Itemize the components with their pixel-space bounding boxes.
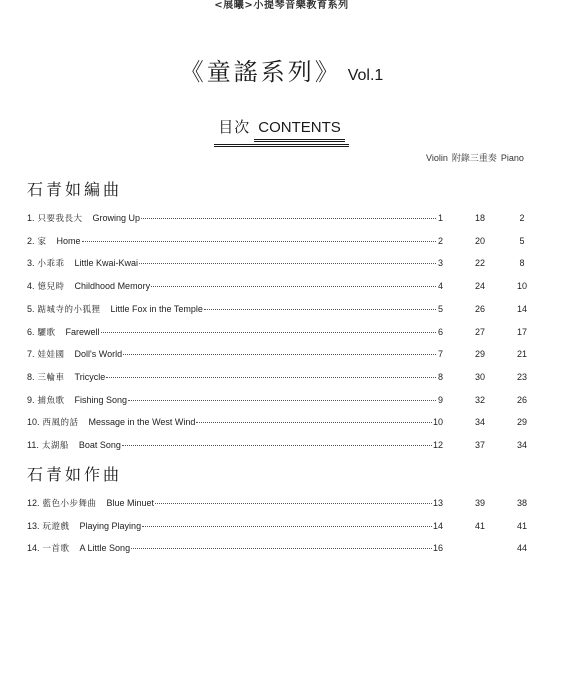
toc-entry-english-title: A Little Song [79, 543, 131, 553]
toc-entry-number: 5. [27, 303, 35, 314]
toc-entry-page-score: 10 [432, 417, 443, 428]
toc-entry-english-title: Little Kwai-Kwai [74, 258, 139, 269]
toc-entry-page-score: 12 [432, 440, 443, 450]
toc-entry-title-line [27, 416, 443, 429]
toc-entry-page-score: 16 [432, 543, 443, 553]
toc-entry-page-score: 6 [437, 326, 443, 337]
toc-entry-page-score: 9 [437, 394, 443, 405]
toc-entry-chinese-title: 捕魚歌 [37, 395, 65, 406]
series-header: <展曦>小提琴音樂教育系列 [214, 0, 349, 11]
toc-entry [27, 303, 537, 315]
toc-dot-leader [204, 309, 436, 310]
toc-entry-chinese-title: 踮城寺的小狐狸 [37, 304, 101, 315]
toc-dot-leader [151, 286, 436, 287]
toc-entry-title-line [27, 235, 443, 248]
toc-entry-page-score: 4 [437, 281, 443, 292]
toc-entry-number: 11. [27, 440, 39, 450]
toc-entry-title-line [27, 212, 443, 225]
column-headers [426, 153, 524, 165]
toc-entry-page-piano: 44 [516, 543, 527, 553]
toc-entry-number: 6. [27, 326, 35, 337]
toc-dot-leader [82, 241, 436, 242]
toc-entry [27, 371, 537, 383]
toc-entry-page-piano: 8 [519, 258, 525, 269]
toc-entry [27, 416, 537, 428]
toc-dot-leader [123, 354, 436, 355]
toc-dot-leader [106, 377, 436, 378]
toc-entry-page-violin: 30 [474, 371, 485, 382]
toc-entry-title-line [27, 439, 443, 452]
toc-entry-chinese-title: 三輪車 [37, 372, 65, 383]
toc-entry-title-line [27, 520, 443, 533]
toc-entry-page-violin: 39 [474, 498, 485, 508]
book-title [0, 52, 563, 87]
toc-entry-number: 4. [27, 281, 35, 292]
toc-entry-page-piano: 29 [516, 417, 527, 428]
toc-entry-title-line [27, 497, 443, 510]
toc-entry-page-violin: 27 [474, 326, 485, 337]
toc-entry-english-title: Message in the West Wind [88, 417, 196, 428]
toc-entry-page-piano: 21 [516, 349, 527, 360]
section-title-arranged: 石青如編曲 [27, 180, 123, 199]
toc-entry-english-title: Home [56, 235, 81, 246]
toc-entry-page-violin: 41 [474, 520, 485, 531]
toc-entry-english-title: Childhood Memory [74, 281, 151, 292]
toc-entry-english-title: Growing Up [92, 213, 141, 223]
toc-entry-title-line [27, 326, 443, 339]
column-header-violin: Violin [426, 153, 448, 163]
toc-entry-page-piano: 5 [519, 235, 525, 246]
toc-dot-leader [128, 400, 436, 401]
toc-entry-page-score: 13 [432, 498, 443, 508]
toc-dot-leader [131, 548, 432, 549]
toc-entry-page-piano: 41 [516, 520, 527, 531]
toc-entry-number: 3. [27, 258, 35, 269]
toc-entry-chinese-title: 只要我長大 [37, 214, 83, 224]
contents-heading-underline [214, 118, 349, 147]
toc-dot-leader [142, 526, 432, 527]
toc-entry-page-violin: 18 [474, 213, 485, 223]
contents-heading-chinese: 目次 [218, 118, 251, 136]
toc-entry-chinese-title: 太湖船 [41, 441, 69, 451]
toc-dot-leader [139, 263, 436, 264]
toc-entry [27, 280, 537, 292]
contents-heading-english: CONTENTS [254, 119, 345, 142]
contents-heading [0, 118, 563, 147]
toc-entry-page-violin: 22 [474, 258, 485, 269]
toc-entry-english-title: Playing Playing [79, 520, 142, 531]
toc-entry-chinese-title: 家 [37, 236, 47, 247]
toc-entry-title-line [27, 348, 443, 361]
toc-entry-chinese-title: 小乖乖 [37, 259, 65, 270]
column-header-piano: Piano [500, 153, 524, 163]
toc-entry-title-line [27, 257, 443, 270]
toc-entry-page-score: 14 [432, 520, 443, 531]
toc-dot-leader [196, 422, 432, 423]
toc-dot-leader [101, 332, 436, 333]
toc-entry [27, 497, 537, 509]
toc-entry-title-line [27, 303, 443, 316]
toc-entry-chinese-title: 娃娃國 [37, 350, 65, 361]
toc-entry-page-piano: 23 [516, 371, 527, 382]
toc-entry-chinese-title: 驪歌 [37, 327, 56, 338]
toc-entry-english-title: Boat Song [78, 440, 121, 450]
toc-entry-number: 10. [27, 417, 40, 428]
toc-entry-page-score: 7 [437, 349, 443, 360]
toc-entry-english-title: Tricycle [74, 371, 106, 382]
toc-entry-number: 1. [27, 213, 35, 223]
toc-entry-page-violin: 34 [474, 417, 485, 428]
toc-entry-page-piano: 38 [516, 498, 527, 508]
toc-entry [27, 439, 537, 451]
toc-entry [27, 348, 537, 360]
toc-entry-page-violin: 32 [474, 394, 485, 405]
toc-entry-title-line [27, 542, 443, 555]
toc-entry-title-line [27, 280, 443, 293]
toc-entry-page-score: 2 [437, 235, 443, 246]
toc-entry-page-violin: 24 [474, 281, 485, 292]
toc-entry-number: 14. [27, 543, 40, 553]
toc-entry [27, 235, 537, 247]
toc-entry-page-piano: 34 [516, 440, 527, 450]
toc-entry [27, 326, 537, 338]
toc-entry-page-violin: 20 [474, 235, 485, 246]
toc-entry-page-piano: 17 [516, 326, 527, 337]
toc-entry-page-piano: 14 [516, 303, 527, 314]
toc-entry [27, 257, 537, 269]
toc-entry-page-violin: 26 [474, 303, 485, 314]
toc-entry-chinese-title: 西風的話 [42, 418, 79, 429]
book-title-chinese: 《童謠系列》 [179, 58, 342, 86]
toc-entry-page-violin: 29 [474, 349, 485, 360]
toc-entry-page-piano: 10 [516, 281, 527, 292]
toc-dot-leader [155, 503, 432, 504]
toc-entry-page-violin: 37 [474, 440, 485, 450]
column-header-trio: 附錄三重奏 [451, 154, 497, 164]
toc-entry-number: 2. [27, 235, 35, 246]
toc-entry-chinese-title: 一首歌 [42, 544, 70, 554]
toc-entry-number: 8. [27, 371, 35, 382]
toc-entry-page-score: 5 [437, 303, 443, 314]
toc-entry-number: 9. [27, 394, 35, 405]
toc-entry-chinese-title: 憶兒時 [37, 282, 65, 293]
toc-entry [27, 520, 537, 532]
toc-entry-number: 12. [27, 498, 40, 508]
toc-entry-english-title: Farewell [65, 326, 100, 337]
toc-entry-title-line [27, 371, 443, 384]
book-volume: Vol.1 [347, 67, 384, 84]
toc-dot-leader [141, 218, 436, 219]
toc-entry-page-piano: 26 [516, 394, 527, 405]
toc-entry-english-title: Fishing Song [74, 394, 128, 405]
toc-entry-number: 13. [27, 520, 40, 531]
toc-dot-leader [122, 445, 432, 446]
toc-entry-page-score: 1 [437, 213, 443, 223]
toc-entry-page-piano: 2 [519, 213, 525, 223]
section-title-composed: 石青如作曲 [27, 465, 123, 484]
toc-entry-english-title: Little Fox in the Temple [110, 303, 203, 314]
toc-entry-english-title: Blue Minuet [106, 498, 155, 508]
toc-entry-page-score: 8 [437, 371, 443, 382]
toc-entry-title-line [27, 394, 443, 407]
toc-entry-chinese-title: 藍色小步舞曲 [42, 499, 97, 509]
toc-entry [27, 542, 537, 554]
toc-entry [27, 394, 537, 406]
toc-entry [27, 212, 537, 224]
toc-entry-page-score: 3 [437, 258, 443, 269]
toc-entry-english-title: Doll's World [74, 349, 123, 360]
toc-entry-chinese-title: 玩遊戲 [42, 521, 70, 532]
toc-entry-number: 7. [27, 349, 35, 360]
